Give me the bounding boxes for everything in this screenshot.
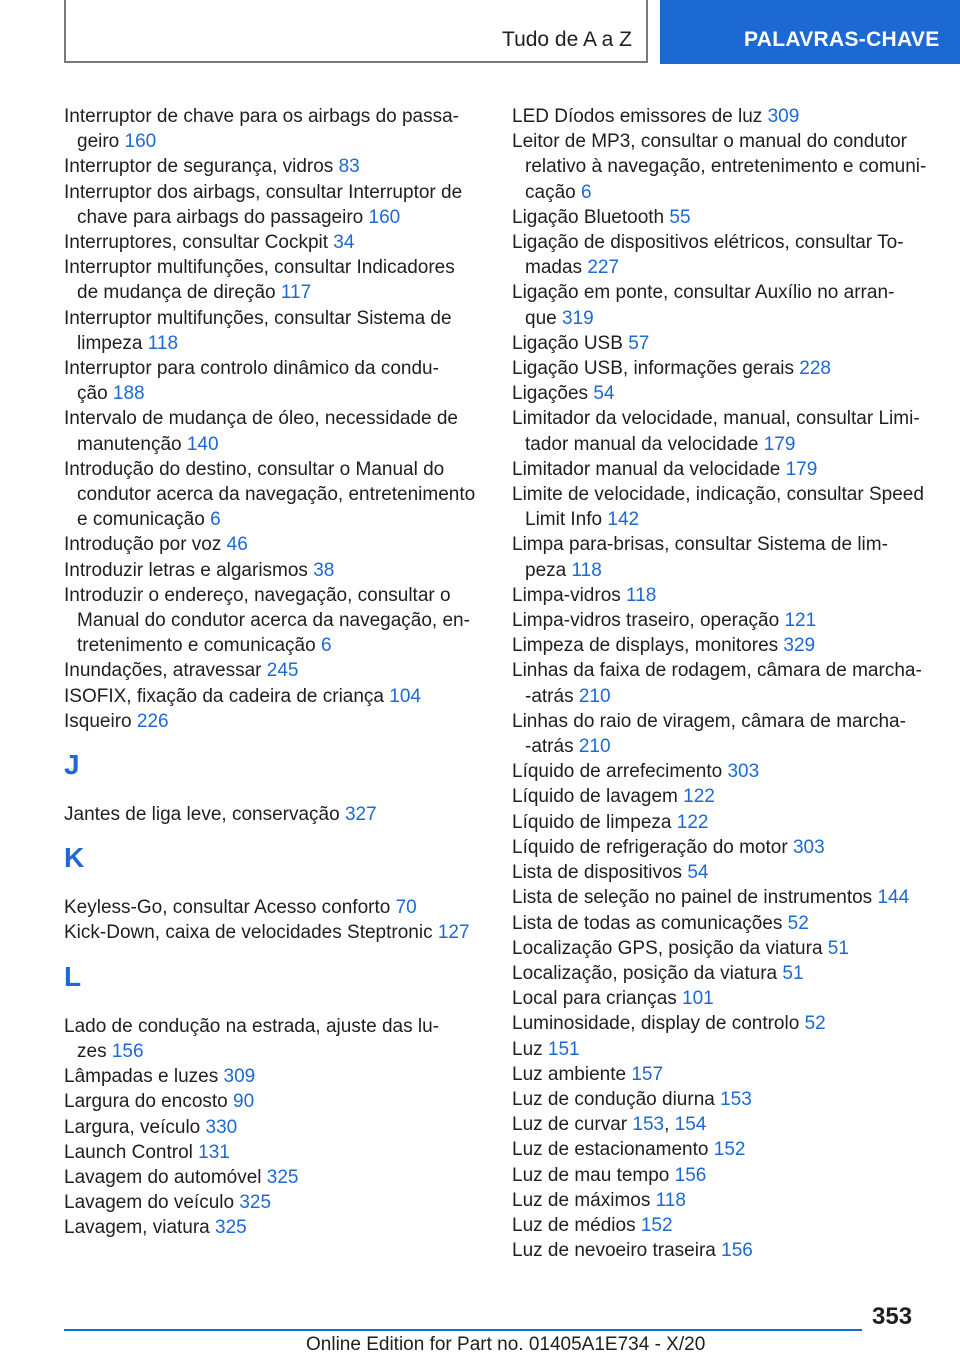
- page-reference-link[interactable]: 319: [561, 307, 594, 329]
- index-entry: [512, 784, 932, 809]
- index-entry: [64, 1190, 484, 1215]
- index-entry-text: limpeza: [77, 332, 143, 354]
- page-reference-link[interactable]: 210: [578, 685, 611, 707]
- page-reference-link[interactable]: 303: [727, 761, 760, 783]
- index-entry-text: Luz de médios: [512, 1214, 636, 1236]
- index-entry: [512, 1062, 932, 1087]
- page-reference-link[interactable]: 51: [782, 962, 804, 984]
- footer-divider: [64, 1329, 862, 1331]
- index-entry-text: Lavagem do veículo: [64, 1192, 235, 1214]
- page-reference-link[interactable]: 151: [547, 1038, 580, 1060]
- index-entry: [512, 532, 932, 582]
- index-entry: [64, 684, 484, 709]
- index-entry: [512, 709, 932, 759]
- index-entry-text: Interruptor de chave para os airbags do passa-: [64, 106, 460, 127]
- index-entry-text: Introdução por voz: [64, 534, 222, 556]
- index-entry: [512, 1087, 932, 1112]
- index-entry-text: Intervalo de mudança de óleo, necessidade de: [64, 408, 458, 430]
- index-entry-text: Limit Info: [525, 509, 603, 531]
- index-entry-text: Jantes de liga leve, conservação: [64, 804, 340, 826]
- index-entry-text: Localização, posição da viatura: [512, 962, 778, 984]
- index-entry-text: Localização GPS, posição da viatura: [512, 937, 823, 959]
- index-entry-text: Lado de condução na estrada, ajuste das lu-: [64, 1015, 439, 1037]
- index-entry-text: Líquido de refrigeração do motor: [512, 836, 788, 858]
- page-reference-link[interactable]: 157: [631, 1063, 664, 1085]
- index-entry: [64, 658, 484, 683]
- page-reference-link[interactable]: 118: [147, 332, 179, 354]
- index-entry-text: ISOFIX, fixação da cadeira de criança: [64, 685, 384, 707]
- page-reference-link[interactable]: 309: [767, 106, 800, 127]
- index-entry-text: LED Díodos emissores de luz: [512, 106, 763, 127]
- index-entry: [512, 356, 932, 381]
- index-entry-text: Ligação USB, informações gerais: [512, 358, 794, 380]
- index-entry-text: Interruptor multifunções, consultar Sistema de: [64, 307, 452, 329]
- index-entry: [64, 180, 484, 230]
- page-reference-link[interactable]: 52: [787, 912, 809, 934]
- page-reference-link[interactable]: 330: [205, 1116, 238, 1138]
- index-entry: [64, 1165, 484, 1190]
- index-entry-text: Largura, veículo: [64, 1116, 201, 1138]
- index-entry-text: Ligação USB: [512, 332, 623, 354]
- page-reference-link[interactable]: 142: [607, 509, 640, 531]
- index-entry-text: relativo à navegação, entretenimento e comuni-: [525, 156, 927, 178]
- page-reference-link[interactable]: 325: [239, 1192, 272, 1214]
- index-entry: [64, 1014, 484, 1064]
- index-entry: [512, 986, 932, 1011]
- index-entry-text: Líquido de limpeza: [512, 811, 672, 833]
- index-entry-text: Luz ambiente: [512, 1063, 627, 1085]
- page-reference-link[interactable]: 118: [626, 584, 657, 606]
- page-reference-link[interactable]: 140: [186, 433, 219, 455]
- index-entry-text: que: [525, 307, 557, 329]
- index-entry-text: Líquido de lavagem: [512, 786, 678, 808]
- page-reference-link[interactable]: 210: [578, 736, 611, 758]
- page-reference-link[interactable]: 127: [437, 922, 470, 944]
- index-entry: [512, 457, 932, 482]
- index-entry-text: condutor acerca da navegação, entretenimento: [77, 484, 476, 506]
- index-entry: [512, 1188, 932, 1213]
- index-entry: [512, 482, 932, 532]
- page-reference-link[interactable]: 55: [669, 206, 691, 228]
- index-entry-text: Lâmpadas e luzes: [64, 1066, 219, 1088]
- index-entry: [64, 255, 484, 305]
- index-entry-text: Manual do condutor acerca da navegação, en-: [77, 610, 470, 632]
- page-reference-link[interactable]: 118: [655, 1189, 686, 1211]
- index-entry: [512, 759, 932, 784]
- page-reference-link[interactable]: 57: [628, 332, 650, 354]
- page-reference-link[interactable]: 303: [792, 836, 825, 858]
- index-entry-text: Local para crianças: [512, 988, 677, 1010]
- index-entry: [64, 1089, 484, 1114]
- index-column-left: [64, 104, 484, 1241]
- index-entry-text: de mudança de direção: [77, 282, 276, 304]
- page-reference-link[interactable]: 122: [676, 811, 709, 833]
- page-reference-link[interactable]: 6: [210, 509, 221, 531]
- page-reference-link[interactable]: 329: [783, 635, 816, 657]
- index-entry-text: madas: [525, 257, 583, 279]
- index-entry: [512, 608, 932, 633]
- index-entry-text: manutenção: [77, 433, 182, 455]
- index-column-right: [512, 104, 932, 1263]
- index-entry: [64, 154, 484, 179]
- page-reference-link[interactable]: 52: [804, 1013, 826, 1035]
- page-reference-link[interactable]: 156: [674, 1164, 707, 1186]
- page-reference-link[interactable]: 46: [226, 534, 248, 556]
- index-entry: [64, 230, 484, 255]
- index-entry: [512, 205, 932, 230]
- index-entry: [512, 936, 932, 961]
- page-reference-link[interactable]: 179: [763, 433, 796, 455]
- index-entry: [512, 406, 932, 456]
- index-entry: [64, 558, 484, 583]
- page-reference-link[interactable]: 160: [124, 131, 157, 153]
- index-entry: [512, 633, 932, 658]
- index-entry-text: Lavagem do automóvel: [64, 1166, 262, 1188]
- index-entry: [64, 1215, 484, 1240]
- index-entry: [512, 583, 932, 608]
- index-entry-text: Inundações, atravessar: [64, 660, 262, 682]
- page-reference-link[interactable]: 179: [785, 458, 818, 480]
- index-entry: [512, 1137, 932, 1162]
- page-reference-link[interactable]: 122: [683, 786, 715, 808]
- index-entry-text: Interruptor para controlo dinâmico da condu-: [64, 358, 439, 380]
- index-entry: [64, 1115, 484, 1140]
- index-entry: [64, 709, 484, 734]
- index-entry-text: ção: [77, 383, 108, 405]
- index-entry: [512, 230, 932, 280]
- index-entry-text: Limpeza de displays, monitores: [512, 635, 779, 657]
- index-entry-text: Luz de mau tempo: [512, 1164, 670, 1186]
- index-entry: [64, 406, 484, 456]
- index-entry-text: Luz de nevoeiro traseira: [512, 1240, 716, 1262]
- index-entry-text: cação: [525, 181, 576, 203]
- page-reference-link[interactable]: 325: [215, 1217, 247, 1239]
- index-entry: [64, 306, 484, 356]
- index-entry: [512, 331, 932, 356]
- index-entry-text: Introduzir letras e algarismos: [64, 559, 308, 581]
- index-entry-text: Limitador manual da velocidade: [512, 458, 781, 480]
- index-entry: [512, 860, 932, 885]
- index-entry-text: geiro: [77, 131, 120, 153]
- index-entry-text: Limitador da velocidade, manual, consultar Limi-: [512, 408, 920, 430]
- index-entry-text: Líquido de arrefecimento: [512, 761, 723, 783]
- page-reference-link[interactable]: 54: [593, 383, 615, 405]
- index-entry: [512, 1011, 932, 1036]
- index-entry-text: Limite de velocidade, indicação, consultar Speed: [512, 484, 924, 506]
- index-entry-text: zes: [77, 1040, 107, 1062]
- page-reference-link[interactable]: 34: [333, 232, 355, 254]
- section-title: Tudo de A a Z: [502, 28, 632, 51]
- index-entry-text: Luz: [512, 1038, 543, 1060]
- page-header: [0, 0, 960, 66]
- index-entry-text: Lista de todas as comunicações: [512, 912, 783, 934]
- index-entry: Luz de curvar 153, 154: [512, 1114, 707, 1136]
- index-entry-text: Limpa para-brisas, consultar Sistema de lim-: [512, 534, 888, 556]
- page-reference-link[interactable]: 226: [136, 710, 169, 732]
- index-entry: [512, 911, 932, 936]
- index-entry-text: Interruptores, consultar Cockpit: [64, 232, 329, 254]
- page-reference-link[interactable]: 70: [395, 897, 417, 919]
- index-entry-text: Limpa-vidros traseiro, operação: [512, 610, 780, 632]
- index-entry-text: e comunicação: [77, 509, 205, 531]
- index-entry-text: Isqueiro: [64, 710, 132, 732]
- index-entry: [512, 835, 932, 860]
- page-reference-link[interactable]: 101: [682, 988, 714, 1010]
- index-entry: [64, 583, 484, 659]
- page-reference-link[interactable]: 309: [223, 1066, 256, 1088]
- page-reference-link[interactable]: 83: [338, 156, 360, 178]
- index-entry-text: Kick-Down, caixa de velocidades Steptronic: [64, 922, 433, 944]
- index-entry-text: Luz de condução diurna: [512, 1088, 715, 1110]
- page-reference-link[interactable]: 104: [389, 685, 421, 707]
- index-entry: [64, 532, 484, 557]
- page-reference-link[interactable]: 327: [344, 804, 377, 826]
- index-entry-text: Luz de estacionamento: [512, 1139, 709, 1161]
- index-entry-text: Ligações: [512, 383, 589, 405]
- index-entry-text: Interruptor multifunções, consultar Indicadores: [64, 257, 455, 279]
- page-reference-link[interactable]: 118: [571, 559, 602, 581]
- page-reference-link[interactable]: 325: [266, 1166, 299, 1188]
- page-reference-link[interactable]: 153: [720, 1088, 752, 1110]
- index-entry: [512, 129, 932, 205]
- index-entry-text: Lista de dispositivos: [512, 862, 683, 884]
- index-letter-heading: K: [64, 842, 85, 874]
- index-entry: [512, 658, 932, 708]
- page-reference-link[interactable]: 156: [721, 1240, 753, 1262]
- index-entry-text: Leitor de MP3, consultar o manual do condutor: [512, 131, 908, 153]
- index-entry-text: Ligação Bluetooth: [512, 206, 665, 228]
- index-entry-text: Introduzir o endereço, navegação, consultar o: [64, 584, 451, 606]
- index-entry: [64, 1140, 484, 1165]
- page-reference-link[interactable]: 227: [587, 257, 620, 279]
- page-reference-link[interactable]: 121: [784, 610, 817, 632]
- tab-label: PALAVRAS-CHAVE: [744, 28, 940, 51]
- index-entry: [64, 457, 484, 533]
- index-entry-text: Ligação de dispositivos elétricos, consultar To-: [512, 232, 904, 254]
- page-reference-link[interactable]: 188: [112, 383, 145, 405]
- index-entry: [512, 104, 932, 129]
- page-reference-link[interactable]: 152: [640, 1214, 673, 1236]
- page-reference-link[interactable]: 6: [320, 635, 332, 657]
- index-entry-text: Linhas do raio de viragem, câmara de marcha-: [512, 710, 906, 732]
- index-entry-text: Ligação em ponte, consultar Auxílio no arran-: [512, 282, 895, 304]
- page-reference-link[interactable]: 38: [313, 559, 335, 581]
- index-letter-heading: J: [64, 749, 80, 781]
- footer-edition-text: Online Edition for Part no. 01405A1E734 - X/20: [306, 1334, 706, 1355]
- index-entry: [512, 961, 932, 986]
- index-entry: [64, 895, 484, 920]
- tab-palavras-chave[interactable]: [660, 0, 960, 64]
- page-reference-link[interactable]: 156: [111, 1040, 144, 1062]
- index-entry: [512, 885, 932, 910]
- index-entry-text: Luz de curvar: [512, 1114, 628, 1136]
- index-entry-text: Lista de seleção no painel de instrumentos: [512, 887, 873, 909]
- index-entry-text: Largura do encosto: [64, 1091, 228, 1113]
- page-reference-link[interactable]: 152: [713, 1139, 746, 1161]
- index-entry-text: tretenimento e comunicação: [77, 635, 316, 657]
- index-entry: [64, 356, 484, 406]
- index-entry-text: Luz de máximos: [512, 1189, 651, 1211]
- page-reference-link[interactable]: 51: [827, 937, 849, 959]
- index-entry-text: -atrás: [525, 736, 574, 758]
- page-reference-link[interactable]: 228: [799, 358, 831, 380]
- page-number: 353: [872, 1303, 913, 1330]
- index-entry-text: Luminosidade, display de controlo: [512, 1013, 800, 1035]
- index-entry: [512, 1238, 932, 1263]
- page-reference-link[interactable]: 90: [233, 1091, 255, 1113]
- index-entry-text: chave para airbags do passageiro: [77, 206, 364, 228]
- index-entry-text: Launch Control: [64, 1141, 193, 1163]
- index-entry-text: tador manual da velocidade: [525, 433, 759, 455]
- index-letter-heading: L: [64, 960, 82, 992]
- index-entry: [512, 810, 932, 835]
- page-reference-link[interactable]: 245: [266, 660, 299, 682]
- index-entry: [512, 1163, 932, 1188]
- page-reference-link[interactable]: 6: [580, 181, 592, 203]
- index-entry-text: Introdução do destino, consultar o Manual do: [64, 458, 445, 480]
- index-entry-text: Keyless-Go, consultar Acesso conforto: [64, 897, 391, 919]
- page-reference-link[interactable]: 153: [632, 1114, 665, 1136]
- index-entry: [64, 104, 484, 154]
- index-entry-text: Linhas da faixa de rodagem, câmara de marcha-: [512, 660, 922, 682]
- index-entry: [64, 802, 484, 827]
- index-entry-text: Lavagem, viatura: [64, 1217, 210, 1239]
- page-reference-link[interactable]: 154: [674, 1114, 707, 1136]
- index-entry-text: peza: [525, 559, 567, 581]
- index-entry-text: Limpa-vidros: [512, 584, 621, 606]
- index-entry: [512, 1213, 932, 1238]
- header-section-box: [64, 0, 648, 63]
- page-reference-link[interactable]: 54: [687, 862, 709, 884]
- page-reference-link[interactable]: 131: [198, 1141, 230, 1163]
- page-reference-link[interactable]: 117: [280, 282, 312, 304]
- page-reference-link[interactable]: 144: [877, 887, 910, 909]
- index-entry-text: Interruptor de segurança, vidros: [64, 156, 334, 178]
- page-reference-link[interactable]: 160: [368, 206, 401, 228]
- index-entry: [512, 381, 932, 406]
- index-entry: [64, 920, 484, 945]
- index-entry: [512, 1037, 932, 1062]
- index-entry: [512, 280, 932, 330]
- index-entry: [64, 1064, 484, 1089]
- index-entry-text: -atrás: [525, 685, 574, 707]
- index-entry-text: Interruptor dos airbags, consultar Interruptor de: [64, 181, 463, 203]
